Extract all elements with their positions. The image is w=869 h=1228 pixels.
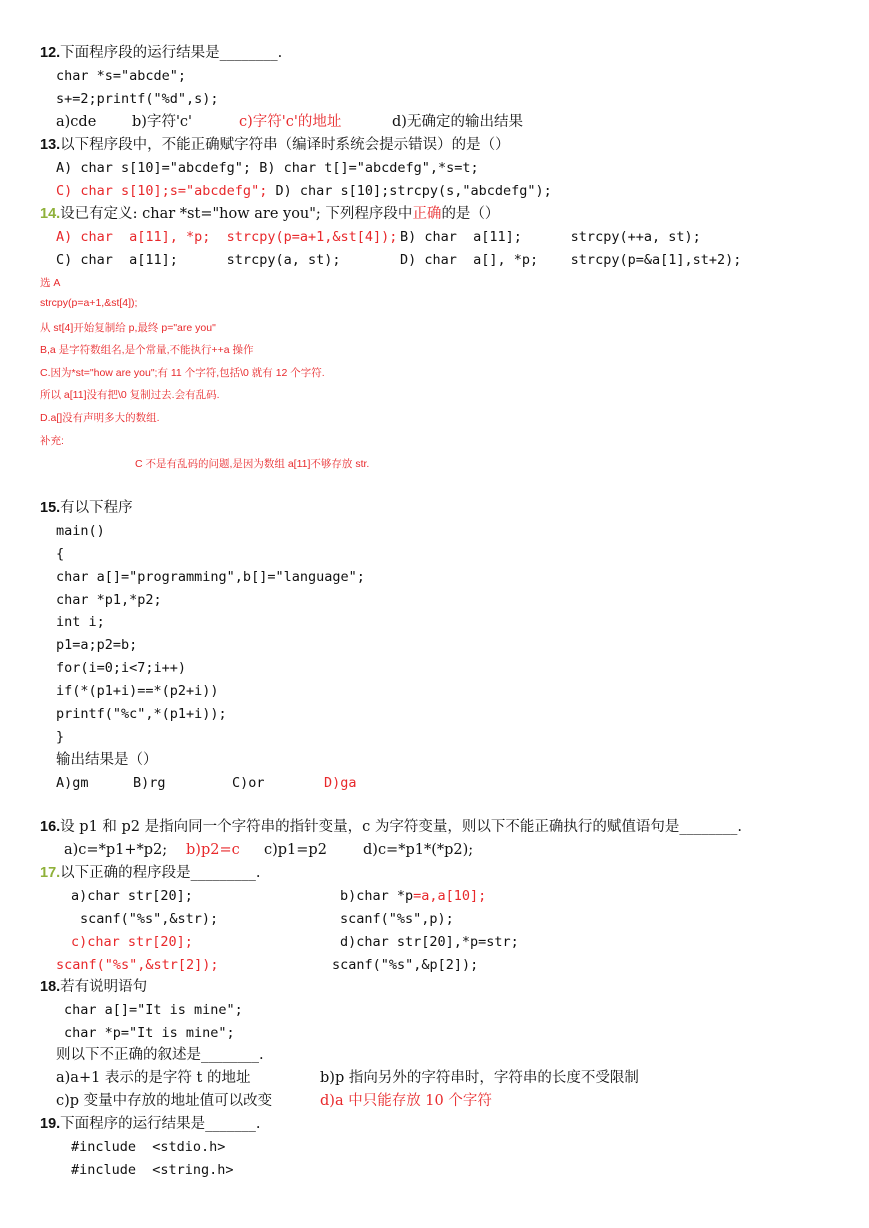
q13-options-cd — [56, 181, 552, 201]
q15-code-line: main() — [56, 523, 105, 539]
q12-option-a: a)cde — [56, 114, 97, 130]
q19-number: 19. — [40, 1116, 61, 1132]
q15-option-a: A)gm — [56, 775, 89, 791]
q16-option-c: c)p1=p2 — [264, 842, 327, 858]
q14-note-6: 所以 a[11]没有把\0 复制过去.会有乱码. — [40, 389, 220, 401]
q17-option-a-line2: scanf("%s",&str); — [80, 911, 219, 927]
q17-option-b-highlight: =a,a[10]; — [413, 888, 487, 904]
q17-option-b-line2: scanf("%s",p); — [340, 911, 454, 927]
q18-option-a: a)a+1 表示的是字符 t 的地址 — [56, 1070, 251, 1086]
q12-code-line-2: s+=2;printf("%d",s); — [56, 91, 219, 107]
q17-option-c-line1: c)char str[20]; — [71, 934, 193, 950]
q19-code-line-1: #include <stdio.h> — [71, 1139, 226, 1155]
q13-option-c: C) char s[10];s="abcdefg"; — [56, 183, 268, 199]
q16-option-d: d)c=*p1*(*p2); — [363, 842, 474, 858]
q12-option-d: d)无确定的输出结果 — [392, 114, 523, 130]
q15-option-d: D)ga — [324, 775, 357, 791]
q19-stem — [40, 1114, 261, 1134]
q18-text: 若有说明语句 — [60, 979, 148, 995]
q14-note-8: 补充: — [40, 435, 64, 447]
q15-option-c: C)or — [232, 775, 265, 791]
q15-number: 15. — [40, 500, 61, 516]
q14-note-3: 从 st[4]开始复制给 p,最终 p="are you" — [40, 322, 216, 334]
q12-stem — [40, 43, 282, 63]
q13-number: 13. — [40, 137, 61, 153]
q15-code-line: if(*(p1+i)==*(p2+i)) — [56, 683, 219, 699]
q14-note-7: D.a[]没有声明多大的数组. — [40, 412, 160, 424]
q16-option-b: b)p2=c — [186, 842, 240, 858]
q18-option-c: c)p 变量中存放的地址值可以改变 — [56, 1093, 273, 1109]
q15-code-line: printf("%c",*(p1+i)); — [56, 706, 227, 722]
q17-option-b-prefix: b)char *p — [340, 888, 414, 904]
q13-options-ab: A) char s[10]="abcdefg"; B) char t[]="abcdefg",*s=t; — [56, 160, 479, 176]
q17-option-a-line1: a)char str[20]; — [71, 888, 193, 904]
q18-question: 则以下不正确的叙述是________. — [56, 1047, 264, 1063]
q15-code-line: } — [56, 729, 65, 745]
q15-code-line: int i; — [56, 614, 105, 630]
q14-stem — [40, 204, 499, 224]
q19-code-line-2: #include <string.h> — [71, 1162, 234, 1178]
q16-text: 设 p1 和 p2 是指向同一个字符串的指针变量，c 为字符变量，则以下不能正确执行的赋值语句是________. — [60, 819, 742, 835]
q18-option-b: b)p 指向另外的字符串时，字符串的长度不受限制 — [320, 1070, 639, 1086]
q14-note-4: B,a 是字符数组名,是个常量,不能执行++a 操作 — [40, 344, 254, 356]
q15-code-line: char *p1,*p2; — [56, 592, 162, 608]
q19-text: 下面程序的运行结果是_______. — [60, 1116, 261, 1132]
q16-number: 16. — [40, 819, 61, 835]
q18-option-d: d)a 中只能存放 10 个字符 — [320, 1093, 492, 1109]
q15-code-line: for(i=0;i<7;i++) — [56, 660, 187, 676]
q12-code-line-1: char *s="abcde"; — [56, 68, 187, 84]
q13-text: 以下程序段中，不能正确赋字符串（编译时系统会提示错误）的是（） — [60, 137, 510, 153]
q14-option-d: D) char a[], *p; strcpy(p=&a[1],st+2); — [400, 252, 742, 268]
q12-number: 12. — [40, 45, 61, 61]
q14-note-2: strcpy(p=a+1,&st[4]); — [40, 297, 138, 309]
q18-number: 18. — [40, 979, 61, 995]
q17-option-b-line1 — [340, 886, 486, 906]
q14-text-a: 设已有定义: char *st="how are you"; 下列程序段中 — [60, 206, 413, 222]
q12-option-b: b)字符'c' — [132, 114, 193, 130]
q13-option-d: D) char s[10];strcpy(s,"abcdefg"); — [267, 183, 552, 199]
q17-option-d-line1: d)char str[20],*p=str; — [340, 934, 519, 950]
q18-code-line-2: char *p="It is mine"; — [64, 1025, 235, 1041]
q15-option-b: B)rg — [133, 775, 166, 791]
q16-stem — [40, 817, 742, 837]
q15-text: 有以下程序 — [60, 500, 133, 516]
q16-option-a: a)c=*p1+*p2; — [64, 842, 168, 858]
q18-code-line-1: char a[]="It is mine"; — [64, 1002, 243, 1018]
q14-option-a: A) char a[11], *p; strcpy(p=a+1,&st[4]); — [56, 229, 398, 245]
q14-option-b: B) char a[11]; strcpy(++a, st); — [400, 229, 701, 245]
q15-code-line: char a[]="programming",b[]="language"; — [56, 569, 365, 585]
q13-stem — [40, 135, 510, 155]
q12-option-c: c)字符'c'的地址 — [239, 114, 342, 130]
q17-text: 以下正确的程序段是_________. — [60, 865, 261, 881]
q17-option-c-line2: scanf("%s",&str[2]); — [56, 957, 219, 973]
q17-option-d-line2: scanf("%s",&p[2]); — [332, 957, 479, 973]
q15-stem — [40, 498, 133, 518]
q15-code-line: { — [56, 546, 65, 562]
q14-text-b: 的是（） — [441, 206, 500, 222]
q14-text-highlight: 正确 — [412, 206, 442, 222]
q14-note-1: 选 A — [40, 277, 61, 289]
q15-code-line: p1=a;p2=b; — [56, 637, 138, 653]
q14-option-c: C) char a[11]; strcpy(a, st); — [56, 252, 341, 268]
q17-number: 17. — [40, 865, 61, 881]
q14-note-5: C.因为*st="how are you";有 11 个字符,包括\0 就有 12 个字符. — [40, 367, 325, 379]
q14-number: 14. — [40, 206, 61, 222]
q14-note-extra: C 不是有乱码的问题,是因为数组 a[11]不够存放 str. — [135, 458, 370, 470]
q15-question: 输出结果是（） — [56, 752, 158, 768]
q12-text: 下面程序段的运行结果是________. — [60, 45, 283, 61]
q17-stem — [40, 863, 261, 883]
q18-stem — [40, 977, 147, 997]
